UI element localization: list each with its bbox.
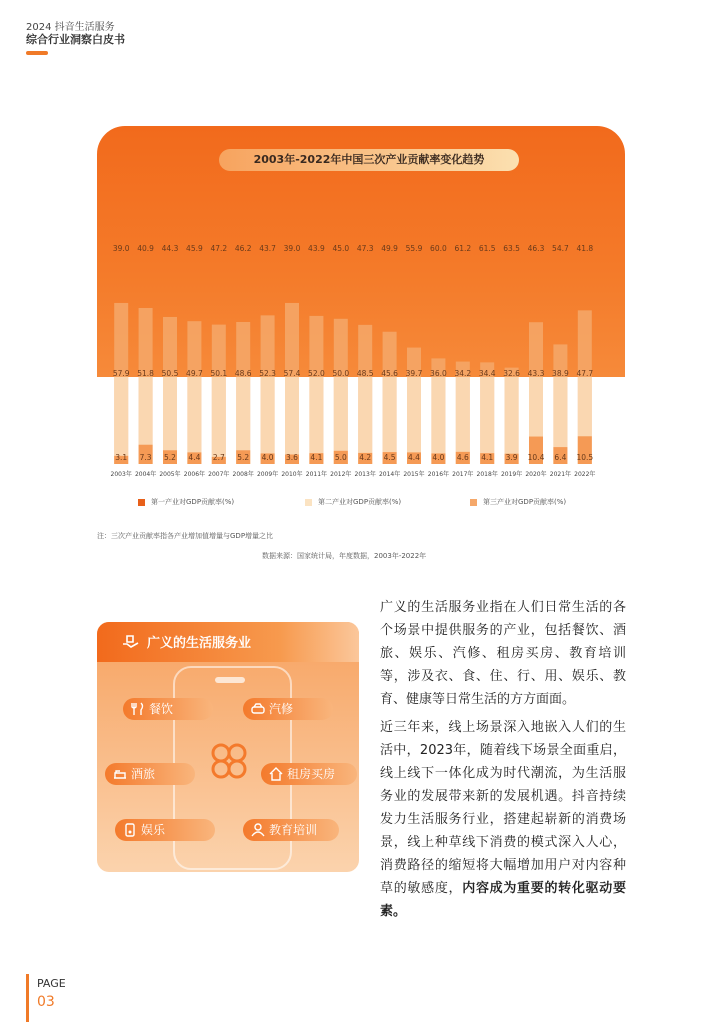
label-tertiary-17: 46.3 <box>527 244 545 253</box>
label-secondary-5: 48.6 <box>234 369 252 378</box>
service-label-travel: 酒旅 <box>131 767 156 781</box>
bar-secondary-lower-16 <box>505 377 519 464</box>
x-tick-label-1: 2004年 <box>134 471 157 478</box>
label-tertiary-12: 55.9 <box>405 244 423 253</box>
label-primary-18: 6.4 <box>554 453 567 462</box>
legend-item-secondary <box>305 497 401 507</box>
service-pill-education <box>243 819 339 841</box>
label-primary-17: 10.4 <box>527 453 545 462</box>
bar-secondary-lower-6 <box>261 377 275 464</box>
x-tick-label-17: 2020年 <box>525 471 547 478</box>
x-tick-label-18: 2021年 <box>549 471 572 478</box>
life-service-card <box>97 622 359 872</box>
label-secondary-16: 32.6 <box>503 369 520 378</box>
bed-icon <box>113 767 127 781</box>
label-tertiary-19: 41.8 <box>576 244 594 253</box>
x-tick-label-10: 2013年 <box>354 471 376 478</box>
legend-label-primary: 第一产业对GDP贡献率(%) <box>151 498 235 506</box>
x-tick-label-6: 2009年 <box>256 471 279 478</box>
label-tertiary-4: 47.2 <box>210 244 228 253</box>
label-secondary-14: 34.2 <box>454 369 472 378</box>
x-tick-label-0: 2003年 <box>110 471 132 478</box>
label-tertiary-6: 43.7 <box>259 244 276 253</box>
service-pill-entertainment <box>115 819 215 841</box>
service-pill-housing <box>261 763 357 785</box>
label-secondary-2: 50.5 <box>161 369 179 378</box>
label-tertiary-11: 49.9 <box>381 244 398 253</box>
label-secondary-19: 47.7 <box>576 369 594 378</box>
x-tick-label-2: 2005年 <box>159 471 181 478</box>
label-secondary-12: 39.7 <box>405 369 423 378</box>
legend-label-secondary: 第二产业对GDP贡献率(%) <box>318 498 402 506</box>
service-label-dining: 餐饮 <box>149 702 174 716</box>
service-pill-dining <box>123 698 213 720</box>
game-icon <box>123 823 137 837</box>
label-primary-19: 10.5 <box>576 453 594 462</box>
bar-secondary-lower-11 <box>383 377 397 464</box>
x-tick-label-4: 2007年 <box>208 471 230 478</box>
label-secondary-3: 49.7 <box>186 369 203 378</box>
label-tertiary-10: 47.3 <box>356 244 374 253</box>
service-label-education: 教育培训 <box>269 823 318 837</box>
chart-note: 注：三次产业贡献率指各产业增加值增量与GDP增量之比 <box>97 532 274 540</box>
label-secondary-18: 38.9 <box>552 369 569 378</box>
legend-swatch-secondary <box>305 499 312 506</box>
paragraph-definition: 广义的生活服务业指在人们日常生活的各个场景中提供服务的产业，包括餐饮、酒旅、娱乐、汽修、租房买房、教育培训等，涉及衣、食、住、行、用、娱乐、教育、健康等日常生活的方方面面。 <box>380 600 626 707</box>
x-tick-label-14: 2017年 <box>452 471 474 478</box>
bar-secondary-lower-15 <box>480 377 494 464</box>
label-primary-10: 4.2 <box>359 453 372 462</box>
label-primary-5: 5.2 <box>237 453 250 462</box>
x-tick-label-3: 2006年 <box>183 471 206 478</box>
x-tick-label-12: 2015年 <box>403 471 425 478</box>
legend-swatch-tertiary <box>470 499 477 506</box>
label-primary-2: 5.2 <box>164 453 176 462</box>
label-tertiary-16: 63.5 <box>503 244 520 253</box>
label-tertiary-9: 45.0 <box>332 244 350 253</box>
label-secondary-9: 50.0 <box>332 369 350 378</box>
legend-label-tertiary: 第三产业对GDP贡献率(%) <box>483 498 567 506</box>
label-secondary-10: 48.5 <box>356 369 374 378</box>
x-tick-label-5: 2008年 <box>232 471 254 478</box>
label-primary-6: 4.0 <box>261 453 274 462</box>
label-primary-8: 4.1 <box>310 453 323 462</box>
hand-service-icon <box>121 632 141 652</box>
bar-secondary-lower-7 <box>285 377 299 464</box>
data-source: 数据来源：国家统计局，年度数据，2003年-2022年 <box>262 552 427 560</box>
page-number: 03 <box>37 994 55 1010</box>
fork-knife-icon <box>131 702 145 716</box>
x-tick-label-13: 2016年 <box>427 471 450 478</box>
x-tick-label-19: 2022年 <box>574 471 596 478</box>
x-tick-label-7: 2010年 <box>281 471 303 478</box>
page-accent-bar <box>26 974 29 1022</box>
paragraph-trend-text: 近三年来，线上场景深入地嵌入人们的生活中，2023年，随着线下场景全面重启，线上线下一体化成为时代潮流，为生活服务业的发展带来新的发展机遇。抖音持续发力生活服务行业，搭建起崭新的消费场景，线上种草线下消费的模式深入人心，消费路径的缩短将大幅增加用户对内容种草的敏感度， <box>380 720 626 896</box>
label-secondary-15: 34.4 <box>478 369 496 378</box>
label-secondary-0: 57.9 <box>112 369 130 378</box>
service-pill-travel <box>105 763 195 785</box>
label-secondary-13: 36.0 <box>430 369 447 378</box>
clover-icon <box>208 740 250 782</box>
bar-secondary-lower-10 <box>358 377 372 464</box>
phone-notch <box>215 677 245 683</box>
bar-secondary-lower-0 <box>114 377 128 464</box>
x-tick-label-11: 2014年 <box>378 471 401 478</box>
label-primary-14: 4.6 <box>456 453 469 462</box>
label-primary-0: 3.1 <box>115 453 128 462</box>
bar-secondary-lower-12 <box>407 377 421 464</box>
x-tick-label-16: 2019年 <box>500 471 523 478</box>
label-primary-1: 7.3 <box>139 453 152 462</box>
person-icon <box>251 823 265 837</box>
label-secondary-17: 43.3 <box>527 369 545 378</box>
label-secondary-6: 52.3 <box>259 369 276 378</box>
legend-item-primary <box>138 497 234 507</box>
header-accent-bar <box>26 51 48 55</box>
legend-item-tertiary <box>470 497 566 507</box>
chart-svg <box>97 126 625 496</box>
label-tertiary-14: 61.2 <box>454 244 472 253</box>
service-label-entertainment: 娱乐 <box>141 823 166 837</box>
label-primary-9: 5.0 <box>334 453 347 462</box>
label-primary-3: 4.4 <box>188 453 201 462</box>
paragraph-trend <box>380 716 626 923</box>
bar-secondary-lower-14 <box>456 377 470 464</box>
bar-secondary-lower-8 <box>309 377 323 464</box>
header-line1: 2024 抖音生活服务 <box>26 22 115 33</box>
label-tertiary-15: 61.5 <box>478 244 496 253</box>
label-secondary-8: 52.0 <box>308 369 325 378</box>
label-tertiary-13: 60.0 <box>430 244 447 253</box>
header-title: 综合行业洞察白皮书 <box>26 33 125 46</box>
card-title: 广义的生活服务业 <box>147 636 252 651</box>
label-secondary-1: 51.8 <box>137 369 154 378</box>
label-secondary-11: 45.6 <box>381 369 398 378</box>
service-label-housing: 租房买房 <box>287 767 336 781</box>
label-tertiary-7: 39.0 <box>283 244 301 253</box>
x-tick-label-9: 2012年 <box>330 471 352 478</box>
label-tertiary-1: 40.9 <box>137 244 154 253</box>
service-label-auto: 汽修 <box>269 702 294 716</box>
bar-secondary-lower-13 <box>431 377 445 464</box>
label-tertiary-5: 46.2 <box>234 244 252 253</box>
page-label: PAGE <box>37 977 66 990</box>
label-primary-13: 4.0 <box>432 453 445 462</box>
x-tick-label-15: 2018年 <box>476 471 498 478</box>
label-primary-11: 4.5 <box>383 453 396 462</box>
label-tertiary-0: 39.0 <box>112 244 130 253</box>
car-icon <box>251 702 265 716</box>
bar-secondary-lower-3 <box>187 377 201 464</box>
label-primary-15: 4.1 <box>481 453 494 462</box>
bar-secondary-lower-4 <box>212 377 226 464</box>
label-primary-16: 3.9 <box>505 453 518 462</box>
paragraph-trend-emphasis: 内容成为重要的转化驱动要素。 <box>380 881 626 919</box>
label-primary-12: 4.4 <box>408 453 420 462</box>
label-primary-4: 2.7 <box>212 453 225 462</box>
label-tertiary-8: 43.9 <box>308 244 325 253</box>
legend-swatch-primary <box>138 499 145 506</box>
label-tertiary-2: 44.3 <box>161 244 179 253</box>
label-secondary-7: 57.4 <box>283 369 301 378</box>
label-tertiary-18: 54.7 <box>552 244 569 253</box>
chart-title: 2003年-2022年中国三次产业贡献率变化趋势 <box>219 149 519 171</box>
x-tick-label-8: 2011年 <box>305 471 328 478</box>
service-pill-auto <box>243 698 333 720</box>
house-icon <box>269 767 283 781</box>
label-tertiary-3: 45.9 <box>186 244 203 253</box>
label-primary-7: 3.6 <box>286 453 298 462</box>
label-secondary-4: 50.1 <box>210 369 228 378</box>
